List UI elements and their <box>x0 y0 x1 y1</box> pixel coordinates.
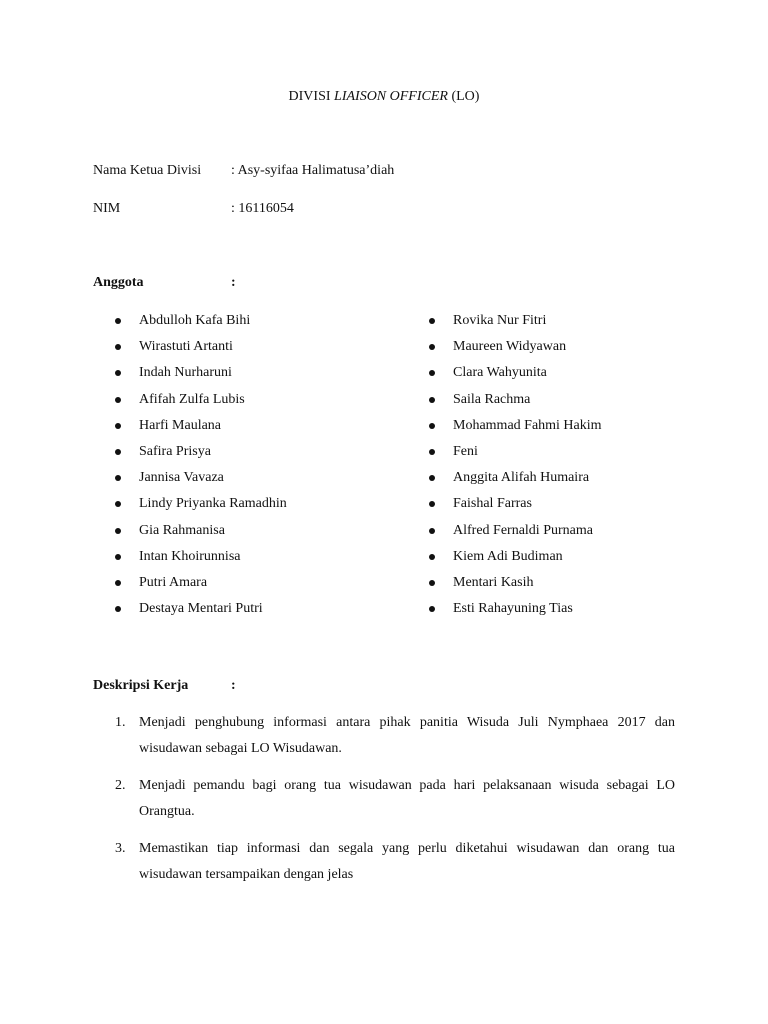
list-item <box>115 312 287 338</box>
page-title <box>0 88 768 106</box>
members-list-right <box>429 312 602 626</box>
bullet-icon <box>115 606 121 612</box>
member-name: Lindy Priyanka Ramadhin <box>139 496 287 512</box>
bullet-icon <box>115 318 121 324</box>
member-name: Intan Khoirunnisa <box>139 548 241 564</box>
bullet-icon <box>115 449 121 455</box>
members-list-left <box>115 312 287 626</box>
member-name: Esti Rahayuning Tias <box>453 601 573 617</box>
member-name: Harfi Maulana <box>139 417 222 433</box>
bullet-icon <box>115 528 121 534</box>
bullet-icon <box>429 501 435 507</box>
list-item <box>115 391 287 417</box>
list-item <box>429 312 602 338</box>
list-item <box>115 417 287 443</box>
head-value: : Asy-syifaa Halimatusa’diah <box>231 163 395 178</box>
member-name: Saila Rachma <box>453 391 531 407</box>
member-name: Abdulloh Kafa Bihi <box>139 313 251 328</box>
list-item <box>429 548 602 574</box>
nim-label: NIM <box>93 201 121 216</box>
job-description-label: Deskripsi Kerja <box>93 678 189 693</box>
list-item <box>429 574 602 600</box>
member-name: Anggita Alifah Humaira <box>453 470 590 486</box>
item-number: 3. <box>115 841 126 856</box>
bullet-icon <box>429 580 435 586</box>
bullet-icon <box>115 475 121 481</box>
title-prefix: DIVISI <box>288 89 335 104</box>
bullet-icon <box>429 370 435 376</box>
job-description-list <box>115 710 675 899</box>
head-label: Nama Ketua Divisi <box>93 163 202 178</box>
list-item <box>115 338 287 364</box>
list-item <box>115 469 287 495</box>
bullet-icon <box>429 449 435 455</box>
bullet-icon <box>115 501 121 507</box>
list-item <box>115 710 675 762</box>
list-item <box>115 443 287 469</box>
item-text: Memastikan tiap informasi dan segala yang perlu diketahui wisudawan dan orang tua wisudawan tersampaikan dengan jelas <box>139 841 675 882</box>
member-name: Maureen Widyawan <box>453 339 567 355</box>
item-number: 2. <box>115 778 126 793</box>
member-name: Kiem Adi Budiman <box>453 548 563 564</box>
member-name: Gia Rahmanisa <box>139 522 225 538</box>
member-name: Afifah Zulfa Lubis <box>139 391 245 407</box>
list-item <box>429 364 602 390</box>
member-name: Alfred Fernaldi Purnama <box>453 522 593 538</box>
list-item <box>115 364 287 390</box>
bullet-icon <box>429 423 435 429</box>
job-description-colon: : <box>231 678 236 693</box>
list-item <box>115 836 675 888</box>
list-item <box>429 391 602 417</box>
list-item <box>115 548 287 574</box>
member-name: Mentari Kasih <box>453 574 534 590</box>
item-text: Menjadi pemandu bagi orang tua wisudawan pada hari pelaksanaan wisuda sebagai LO Orangtua. <box>139 778 675 819</box>
member-name: Mohammad Fahmi Hakim <box>453 417 602 433</box>
list-item <box>429 417 602 443</box>
list-item <box>115 600 287 626</box>
item-text: Menjadi penghubung informasi antara pihak panitia Wisuda Juli Nymphaea 2017 dan wisudawan sebagai LO Wisudawan. <box>139 715 675 756</box>
list-item <box>115 522 287 548</box>
member-name: Safira Prisya <box>139 443 211 459</box>
bullet-icon <box>115 580 121 586</box>
bullet-icon <box>429 318 435 324</box>
bullet-icon <box>429 397 435 403</box>
list-item <box>429 338 602 364</box>
nim-value: : 16116054 <box>231 201 294 216</box>
bullet-icon <box>429 606 435 612</box>
bullet-icon <box>115 397 121 403</box>
member-name: Wirastuti Artanti <box>139 339 233 355</box>
list-item <box>429 469 602 495</box>
member-name: Jannisa Vavaza <box>139 470 224 486</box>
bullet-icon <box>429 475 435 481</box>
bullet-icon <box>115 344 121 350</box>
title-italic: LIAISON OFFICER <box>334 89 448 104</box>
bullet-icon <box>429 554 435 560</box>
bullet-icon <box>115 370 121 376</box>
list-item <box>429 522 602 548</box>
bullet-icon <box>115 554 121 560</box>
list-item <box>429 443 602 469</box>
list-item <box>115 495 287 521</box>
member-name: Indah Nurharuni <box>139 365 232 381</box>
bullet-icon <box>429 344 435 350</box>
member-name: Feni <box>453 443 478 459</box>
members-colon: : <box>231 275 236 290</box>
member-name: Rovika Nur Fitri <box>453 313 547 328</box>
member-name: Faishal Farras <box>453 496 532 512</box>
bullet-icon <box>429 528 435 534</box>
title-suffix: (LO) <box>447 89 480 104</box>
member-name: Putri Amara <box>139 574 208 590</box>
list-item <box>115 574 287 600</box>
item-number: 1. <box>115 715 126 730</box>
member-name: Clara Wahyunita <box>453 365 547 381</box>
members-label: Anggota <box>93 275 144 290</box>
list-item <box>115 773 675 825</box>
list-item <box>429 600 602 626</box>
bullet-icon <box>115 423 121 429</box>
list-item <box>429 495 602 521</box>
member-name: Destaya Mentari Putri <box>139 601 263 617</box>
